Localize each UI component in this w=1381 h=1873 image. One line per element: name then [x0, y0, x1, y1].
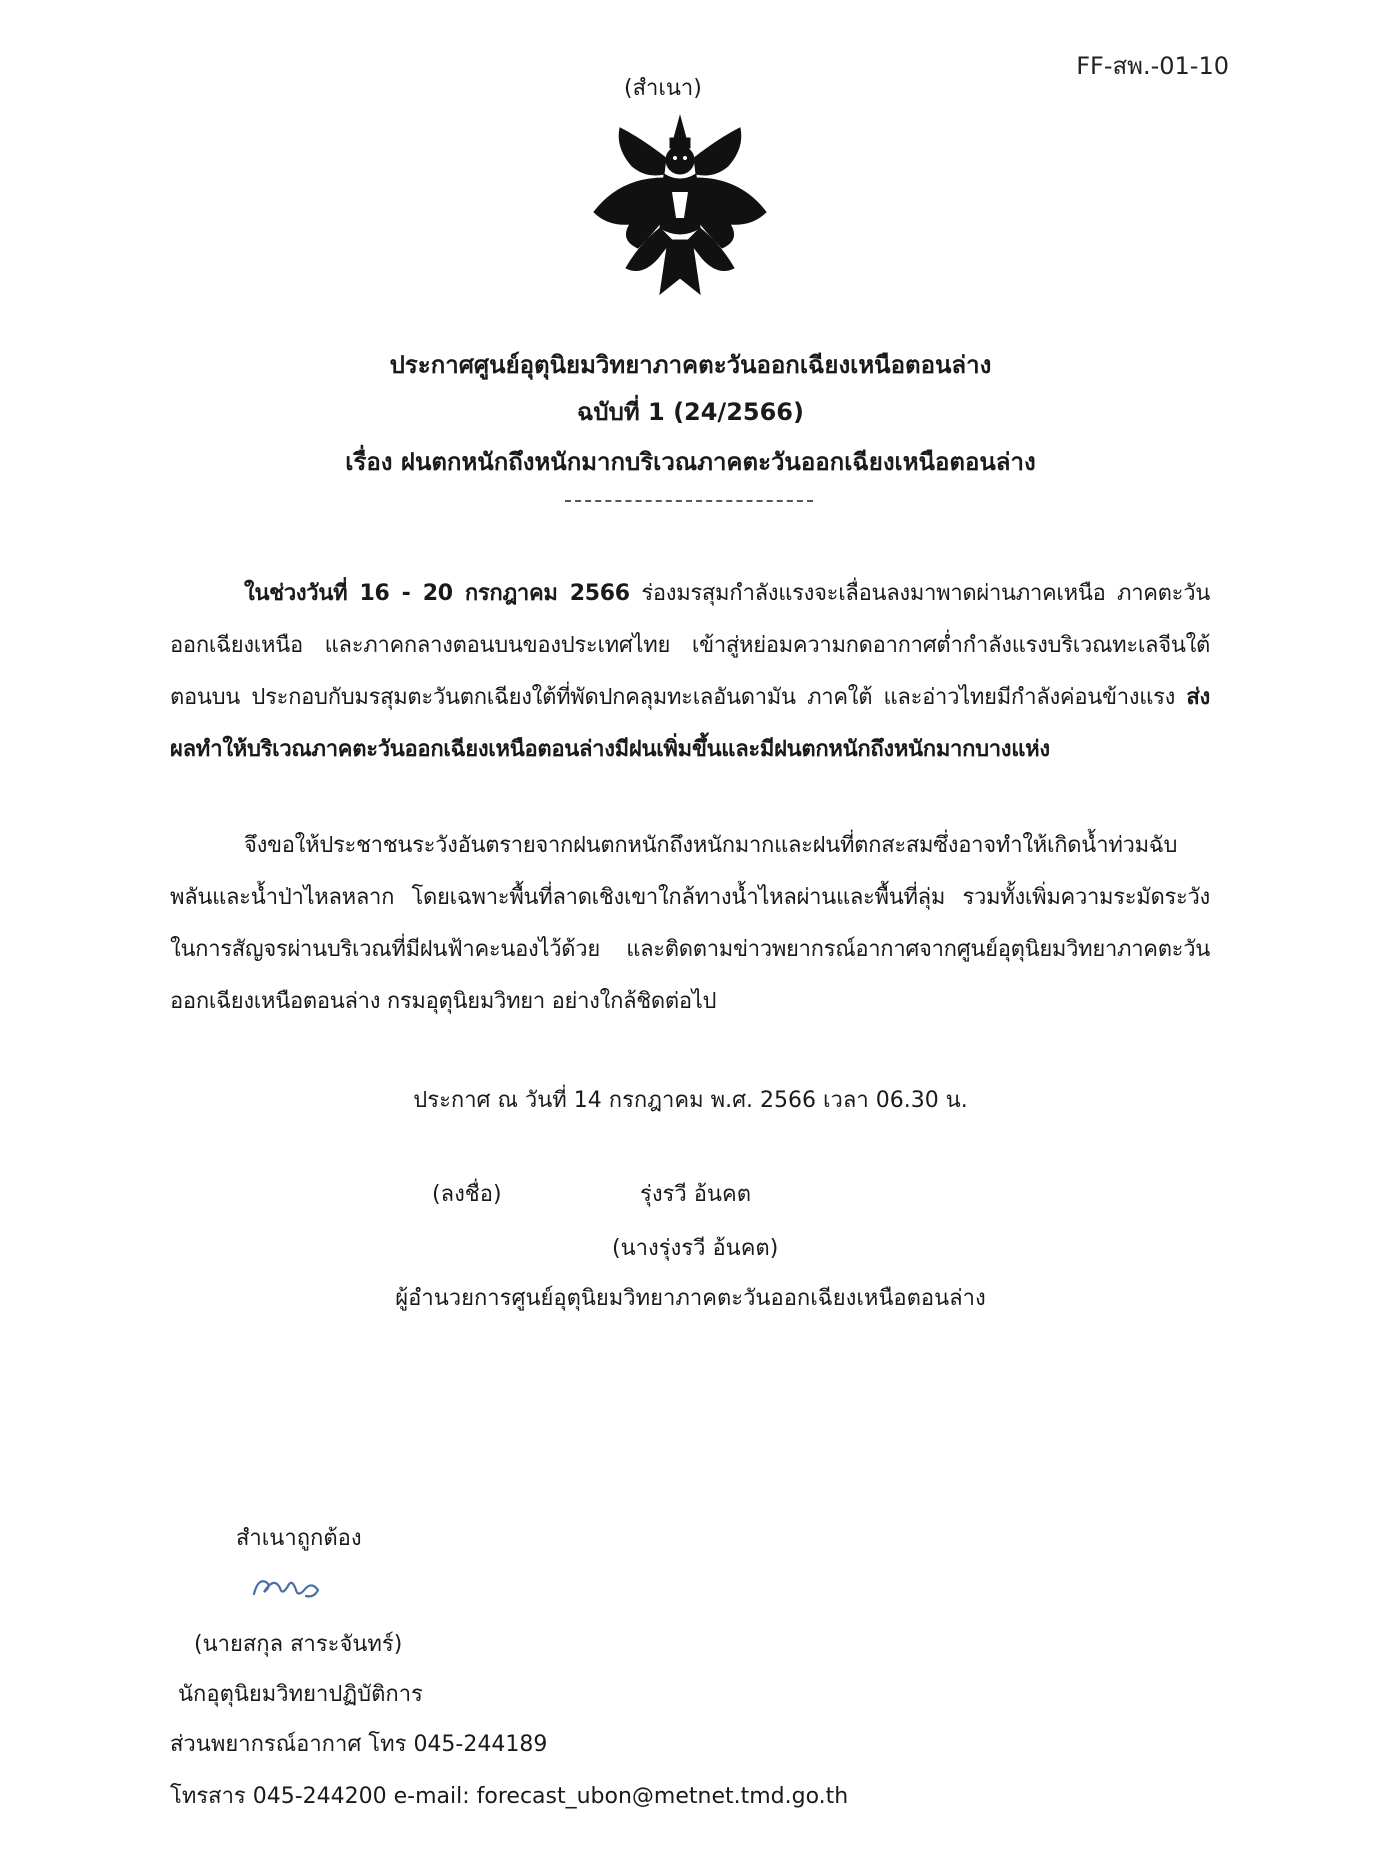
- forecast-period: ในช่วงวันที่ 16 - 20 กรกฎาคม 2566: [244, 581, 630, 606]
- divider: [565, 500, 813, 502]
- certifier-position: นักอุตุนิยมวิทยาปฏิบัติการ: [178, 1682, 423, 1707]
- subject-line: เรื่อง ฝนตกหนักถึงหนักมากบริเวณภาคตะวันออกเฉียงเหนือตอนล่าง: [345, 448, 1036, 476]
- fax-email: โทรสาร 045-244200 e-mail: forecast_ubon@metnet.tmd.go.th: [170, 1784, 849, 1809]
- signatory-printed-name: (นางรุ่งรวี อ้นคต): [612, 1236, 779, 1261]
- paragraph-warning: จึงขอให้ประชาชนระวังอันตรายจากฝนตกหนักถึงหนักมากและฝนที่ตกสะสมซึ่งอาจทำให้เกิดน้ำท่วมฉับพลันและน้ำป่าไหลหลาก โดยเฉพาะพื้นที่ลาดเชิงเขาใกล้ทางน้ำไหลผ่านและพื้นที่ลุ่ม รวมทั้งเพิ่มความระมัดระวังในการสัญจรผ่านบริเวณที่มีฝนฟ้าคะนองไว้ด้วย และติดตามข่าวพยากรณ์อากาศจากศูนย์อุตุนิยมวิทยาภาคตะวันออกเฉียงเหนือตอนล่าง กรมอุตุนิยมวิทยา อย่างใกล้ชิดต่อไป: [170, 833, 1210, 1014]
- department-phone: ส่วนพยากรณ์อากาศ โทร 045-244189: [170, 1732, 548, 1757]
- form-code: FF-สพ.-01-10: [1076, 52, 1229, 80]
- signature-name: รุ่งรวี อ้นคต: [640, 1182, 751, 1207]
- signatory-position: ผู้อำนวยการศูนย์อุตุนิยมวิทยาภาคตะวันออกเฉียงเหนือตอนล่าง: [395, 1286, 986, 1311]
- copy-label: (สำเนา): [624, 76, 702, 101]
- signature-label: (ลงชื่อ): [432, 1182, 502, 1207]
- garuda-emblem-icon: [580, 108, 780, 308]
- forecast-text: ร่องมรสุมกำลังแรงจะเลื่อนลงมาพาดผ่านภาคเหนือ ภาคตะวันออกเฉียงเหนือ และภาคกลางตอนบนของประเทศไทย เข้าสู่หย่อมความกดอากาศต่ำกำลังแรงบริเวณทะเลจีนใต้ตอนบน ประกอบกับมรสุมตะวันตกเฉียงใต้ที่พัดปกคลุมทะเลอันดามัน ภาคใต้ และอ่าวไทยมีกำลังค่อนข้างแรง: [170, 581, 1210, 710]
- certifier-name: (นายสกุล สาระจันทร์): [194, 1632, 403, 1657]
- handwritten-initials-icon: [248, 1568, 328, 1608]
- forecast-impact: ส่งผลทำให้บริเวณภาคตะวันออกเฉียงเหนือตอนล่างมีฝนเพิ่มขึ้นและมีฝนตกหนักถึงหนักมากบางแห่ง: [170, 685, 1210, 762]
- certified-copy-label: สำเนาถูกต้อง: [236, 1526, 362, 1551]
- paragraph-forecast: [170, 568, 1210, 776]
- issue-number: ฉบับที่ 1 (24/2566): [577, 398, 804, 426]
- announcement-title: ประกาศศูนย์อุตุนิยมวิทยาภาคตะวันออกเฉียงเหนือตอนล่าง: [389, 351, 992, 379]
- announcement-date: ประกาศ ณ วันที่ 14 กรกฎาคม พ.ศ. 2566 เวลา 06.30 น.: [413, 1088, 968, 1113]
